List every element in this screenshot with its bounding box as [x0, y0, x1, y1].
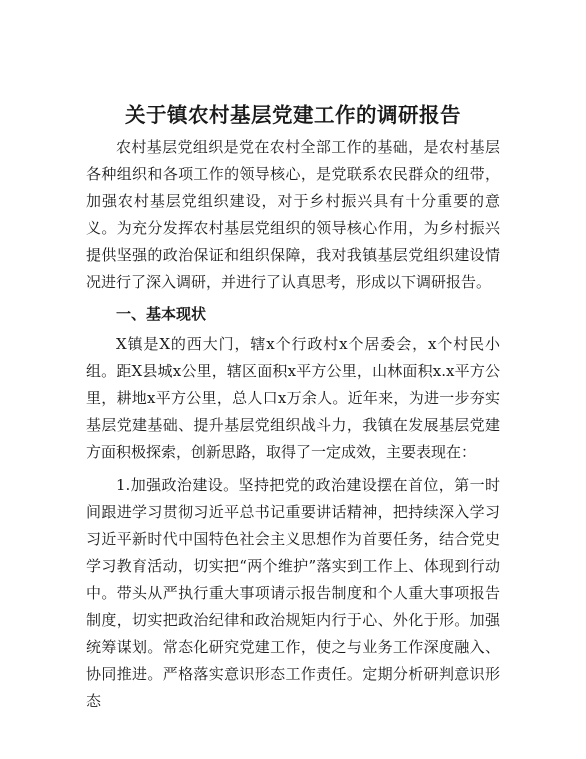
section-heading-basic-status: 一、基本现状 — [116, 305, 207, 323]
basic-status-paragraph: X镇是X的西大门，辖x个行政村x个居委会，x个村民小组。距X县城x公里，辖区面积x平方公里，山林面积x.x平方公里，耕地x平方公里，总人口x万余人。近年来，为进一步夯实基层党建基础、提升基层党组织战斗力，我镇在发展基层党建方面积极探索，创新思路，取得了一定成效，主要表现在： — [86, 335, 500, 461]
intro-paragraph: 农村基层党组织是党在农村全部工作的基础，是农村基层各种组织和各项工作的领导核心，是党联系农民群众的纽带，加强农村基层党组织建设，对于乡村振兴具有十分重要的意义。为充分发挥农村基层党组织的领导核心作用，为乡村振兴提供坚强的政治保证和组织保障，我对我镇基层党组织建设情况进行了深入调研，并进行了认真思考，形成以下调研报告。 — [86, 138, 500, 291]
political-construction-paragraph: 1.加强政治建设。坚持把党的政治建设摆在首位，第一时间跟进学习贯彻习近平总书记重要讲话精神，把持续深入学习习近平新时代中国特色社会主义思想作为首要任务，结合党史学习教育活动，切实把“两个维护”落实到工作上、体现到行动中。带头从严执行重大事项请示报告制度和个人重大事项报告制度，切实把政治纪律和政治规矩内行于心、外化于形。加强统筹谋划。常态化研究党建工作，使之与业务工作深度融入、协同推进。严格落实意识形态工作责任。定期分析研判意识形态 — [86, 476, 500, 710]
document-title: 关于镇农村基层党建工作的调研报告 — [125, 103, 461, 127]
